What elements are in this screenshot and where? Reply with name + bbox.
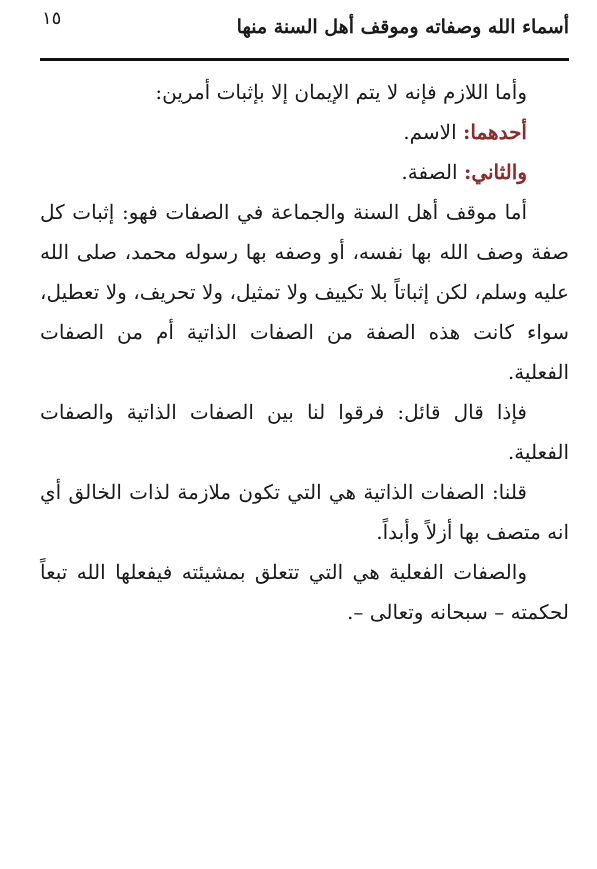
running-title: أسماء الله وصفاته وموقف أهل السنة منها [236, 16, 569, 38]
paragraph-first-item [40, 112, 569, 152]
first-item-label: أحدهما: [462, 120, 527, 144]
paragraph-second-item [40, 152, 569, 192]
header-rule [40, 58, 569, 61]
page-number: ١٥ [42, 8, 62, 29]
page-header [40, 6, 569, 58]
paragraph-filiya: والصفات الفعلية هي التي تتعلق بمشيئته فيفعلها الله تبعاً لحكمته – سبحانه وتعالى –. [40, 560, 569, 624]
paragraph-answer-dhatiya: قلنا: الصفات الذاتية هي التي تكون ملازمة لذات الخالق أي انه متصف بها أزلاً وأبداً. [40, 480, 569, 544]
paragraph-ahl-sunnah-position: أما موقف أهل السنة والجماعة في الصفات فهو: إثبات كل صفة وصف الله بها نفسه، أو وصفه بها رسوله محمد، صلى الله عليه وسلم، لكن إثباتاً بلا تكييف ولا تمثيل، ولا تحريف، ولا تعطيل، سواء كانت هذه الصفة من الصفات الذاتية أم من الصفات الفعلية. [40, 200, 569, 384]
first-item-text: الاسم. [403, 120, 463, 144]
second-item-text: الصفة. [401, 160, 464, 184]
second-item-label: والثاني: [463, 160, 527, 184]
page-body [40, 72, 569, 632]
paragraph-question: فإذا قال قائل: فرقوا لنا بين الصفات الذاتية والصفات الفعلية. [40, 400, 569, 464]
paragraph-intro: وأما اللازم فإنه لا يتم الإيمان إلا بإثبات أمرين: [155, 80, 527, 104]
